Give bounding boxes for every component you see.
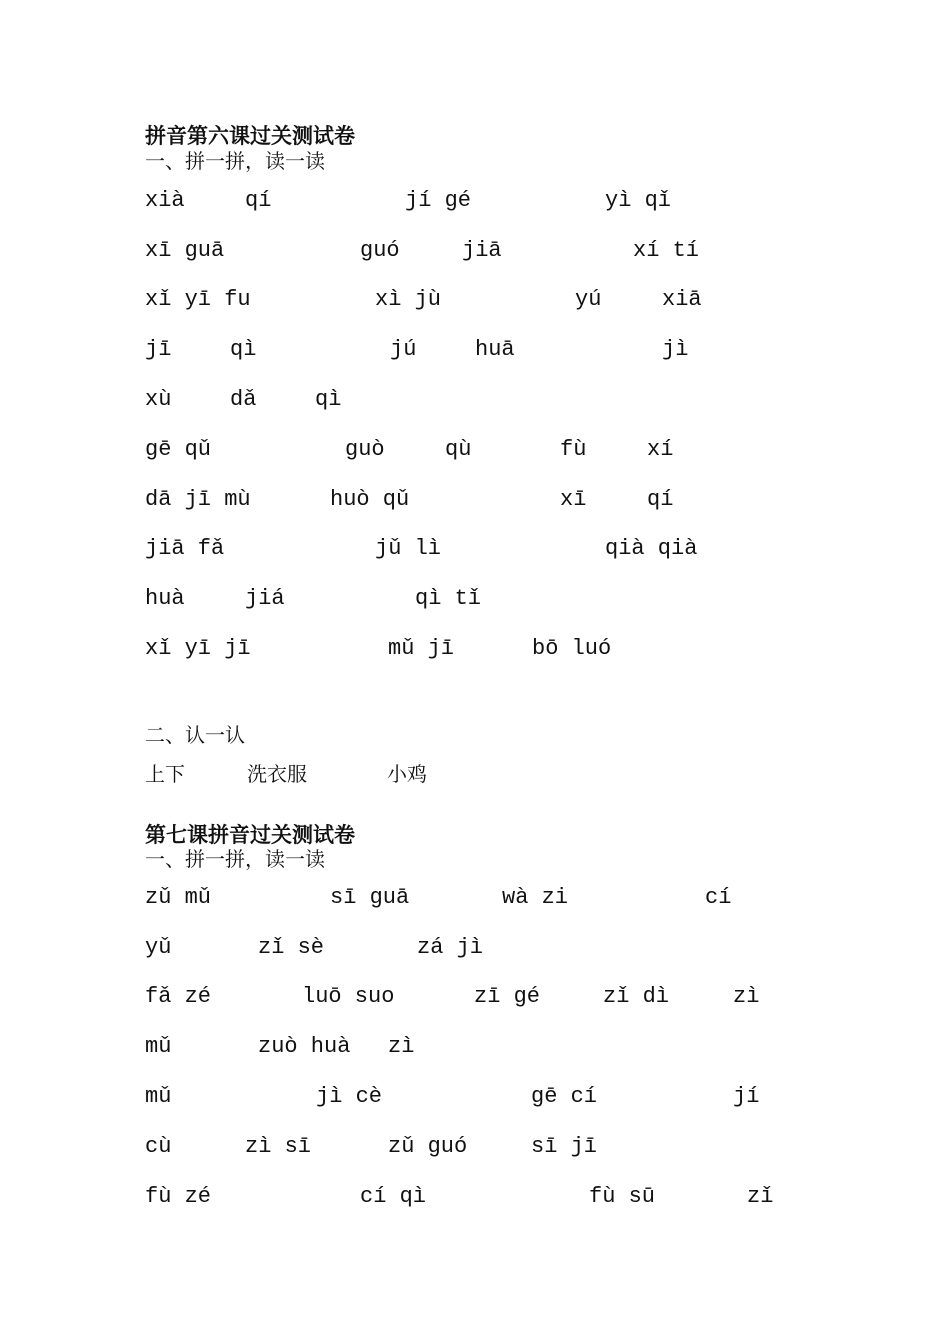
pinyin-item: xǐ yī fu bbox=[145, 287, 251, 312]
pinyin-item: mǔ bbox=[145, 1084, 172, 1109]
pinyin-item: jí gé bbox=[405, 188, 472, 213]
lesson6-part2-heading: 二、认一认 bbox=[145, 723, 245, 747]
pinyin-item: jí bbox=[733, 1084, 760, 1109]
pinyin-item: jú bbox=[390, 337, 417, 362]
pinyin-item: cù bbox=[145, 1134, 172, 1159]
pinyin-item: zuò huà bbox=[258, 1034, 351, 1059]
pinyin-item: qì tǐ bbox=[415, 586, 482, 611]
pinyin-item: qù bbox=[445, 437, 472, 462]
pinyin-item: luō suo bbox=[302, 984, 395, 1009]
pinyin-row bbox=[0, 1032, 950, 1062]
lesson6-word-row bbox=[0, 760, 950, 790]
pinyin-item: mǔ jī bbox=[388, 636, 455, 661]
pinyin-item: yì qǐ bbox=[605, 188, 672, 213]
pinyin-item: qì bbox=[315, 387, 342, 412]
pinyin-item: cí bbox=[705, 885, 732, 910]
pinyin-item: wà zi bbox=[502, 885, 569, 910]
pinyin-row bbox=[0, 385, 950, 415]
pinyin-row bbox=[0, 1182, 950, 1212]
pinyin-item: fǎ zé bbox=[145, 984, 212, 1009]
word-item: 小鸡 bbox=[387, 762, 427, 786]
pinyin-item: jiā fǎ bbox=[145, 536, 225, 561]
pinyin-item: gē cí bbox=[531, 1084, 598, 1109]
pinyin-row bbox=[0, 435, 950, 465]
pinyin-row bbox=[0, 236, 950, 266]
pinyin-row bbox=[0, 485, 950, 515]
pinyin-item: yú bbox=[575, 287, 602, 312]
pinyin-item: zǐ bbox=[747, 1184, 774, 1209]
pinyin-item: xiā bbox=[662, 287, 702, 312]
pinyin-item: zǔ guó bbox=[388, 1134, 468, 1159]
pinyin-item: mǔ bbox=[145, 1034, 172, 1059]
pinyin-item: jì bbox=[662, 337, 689, 362]
pinyin-item: zì sī bbox=[245, 1134, 312, 1159]
pinyin-item: huò qǔ bbox=[330, 487, 410, 512]
pinyin-item: xí tí bbox=[633, 238, 700, 263]
pinyin-row bbox=[0, 285, 950, 315]
pinyin-item: qí bbox=[245, 188, 272, 213]
pinyin-row bbox=[0, 933, 950, 963]
pinyin-row bbox=[0, 634, 950, 664]
pinyin-item: xǐ yī jī bbox=[145, 636, 251, 661]
pinyin-row bbox=[0, 584, 950, 614]
pinyin-item: xí bbox=[647, 437, 674, 462]
pinyin-item: fù sū bbox=[589, 1184, 656, 1209]
pinyin-item: zì bbox=[388, 1034, 415, 1059]
pinyin-row bbox=[0, 335, 950, 365]
pinyin-item: xù bbox=[145, 387, 172, 412]
pinyin-item: bō luó bbox=[532, 636, 612, 661]
pinyin-item: zì bbox=[733, 984, 760, 1009]
pinyin-item: jiá bbox=[245, 586, 285, 611]
pinyin-item: jì cè bbox=[316, 1084, 383, 1109]
pinyin-item: qià qià bbox=[605, 536, 698, 561]
pinyin-item: xī guā bbox=[145, 238, 225, 263]
pinyin-item: zǔ mǔ bbox=[145, 885, 212, 910]
pinyin-item: sī jī bbox=[531, 1134, 598, 1159]
pinyin-item: gē qǔ bbox=[145, 437, 212, 462]
pinyin-item: guó bbox=[360, 238, 400, 263]
pinyin-item: zǐ dì bbox=[603, 984, 670, 1009]
pinyin-item: zǐ sè bbox=[258, 935, 325, 960]
pinyin-item: xī bbox=[560, 487, 587, 512]
pinyin-item: qì bbox=[230, 337, 257, 362]
lesson7-part1-heading: 一、拼一拼，读一读 bbox=[145, 847, 325, 871]
word-item: 上下 bbox=[145, 762, 185, 786]
pinyin-row bbox=[0, 534, 950, 564]
pinyin-item: jī bbox=[145, 337, 172, 362]
lesson7-title: 第七课拼音过关测试卷 bbox=[145, 822, 355, 847]
pinyin-row bbox=[0, 883, 950, 913]
pinyin-item: dā jī mù bbox=[145, 487, 251, 512]
pinyin-item: cí qì bbox=[360, 1184, 427, 1209]
pinyin-item: sī guā bbox=[330, 885, 410, 910]
pinyin-row bbox=[0, 1082, 950, 1112]
pinyin-item: qí bbox=[647, 487, 674, 512]
pinyin-item: huā bbox=[475, 337, 515, 362]
pinyin-item: guò bbox=[345, 437, 385, 462]
pinyin-row bbox=[0, 982, 950, 1012]
pinyin-item: zá jì bbox=[417, 935, 484, 960]
pinyin-item: huà bbox=[145, 586, 185, 611]
pinyin-item: xià bbox=[145, 188, 185, 213]
word-item: 洗衣服 bbox=[247, 762, 307, 786]
pinyin-item: fù zé bbox=[145, 1184, 212, 1209]
pinyin-item: jiā bbox=[462, 238, 502, 263]
pinyin-item: jǔ lì bbox=[375, 536, 442, 561]
pinyin-row bbox=[0, 1132, 950, 1162]
pinyin-item: xì jù bbox=[375, 287, 442, 312]
lesson6-title: 拼音第六课过关测试卷 bbox=[145, 123, 355, 148]
pinyin-item: yǔ bbox=[145, 935, 172, 960]
pinyin-item: dǎ bbox=[230, 387, 257, 412]
lesson6-part1-heading: 一、拼一拼，读一读 bbox=[145, 149, 325, 173]
pinyin-item: fù bbox=[560, 437, 587, 462]
pinyin-item: zī gé bbox=[474, 984, 541, 1009]
pinyin-row bbox=[0, 186, 950, 216]
